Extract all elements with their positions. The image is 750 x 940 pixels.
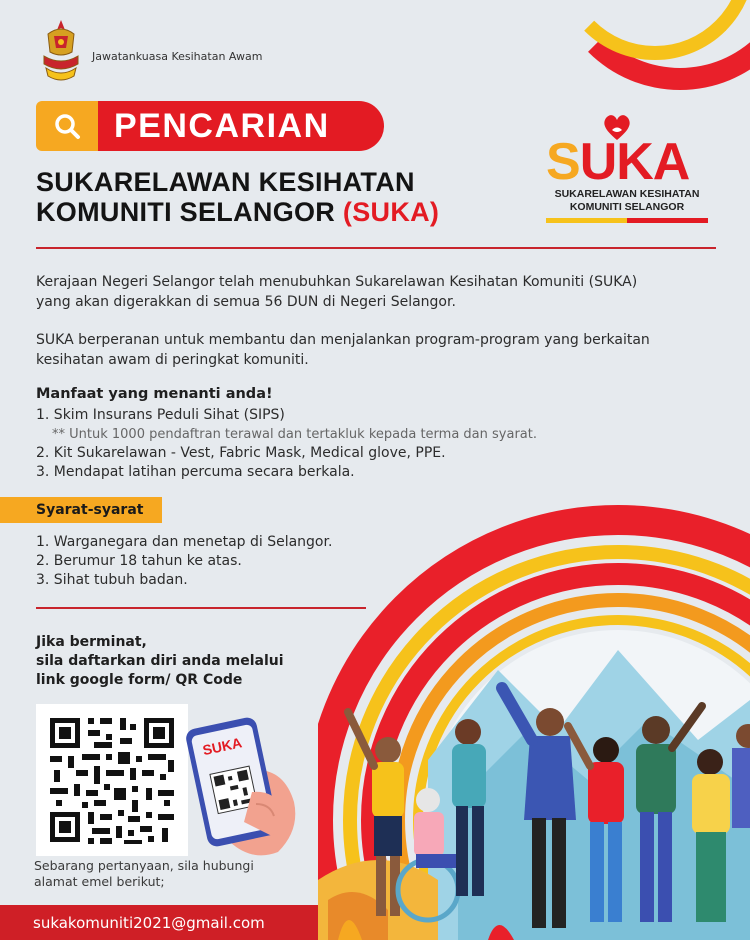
logo-sub-line-2: KOMUNITI SELANGOR [569, 201, 685, 213]
contact-note [34, 858, 254, 890]
banner-title: PENCARIAN [98, 101, 384, 151]
registration-call-to-action [36, 633, 284, 690]
logo-underline [546, 218, 708, 223]
contact-line-2: alamat emel berikut; [34, 874, 165, 889]
search-icon [52, 111, 82, 141]
intro-paragraph-1: Kerajaan Negeri Selangor telah menubuhkan Sukarelawan Kesihatan Komuniti (SUKA) yang akan digerakkan di semua 56 DUN di Negeri Selangor. [36, 274, 638, 310]
requirements-tag: Syarat-syarat [0, 497, 162, 523]
benefits-list [36, 406, 537, 482]
benefits-heading: Manfaat yang menanti anda! [36, 386, 273, 402]
list-item-note: ** Untuk 1000 pendaftran terawal dan tertakluk kepada terma dan syarat. [52, 427, 537, 442]
search-icon-box [36, 101, 98, 151]
list-item: 1. Warganegara dan menetap di Selangor. [36, 534, 333, 550]
title-main: KOMUNITI SELANGOR [36, 197, 336, 227]
phone-logo-text: SUKA [201, 734, 244, 759]
page-title [36, 167, 439, 227]
logo-first-letter: S [546, 133, 580, 191]
volunteers-illustration [318, 500, 750, 940]
contact-line-1: Sebarang pertanyaan, sila hubungi [34, 858, 254, 873]
list-item: 1. Skim Insurans Peduli Sihat (SIPS) [36, 407, 285, 423]
title-line-1: SUKARELAWAN KESIHATAN [36, 167, 415, 197]
search-banner [36, 101, 384, 151]
logo-letters: UKA [579, 133, 690, 191]
requirements-list [36, 533, 332, 590]
divider [36, 607, 366, 609]
qr-code[interactable] [36, 704, 188, 856]
list-item: 3. Mendapat latihan percuma secara berkala. [36, 464, 355, 480]
phone-in-hand-icon [182, 712, 302, 862]
email-link[interactable]: sukakomuniti2021@gmail.com [33, 913, 265, 932]
list-item: 2. Kit Sukarelawan - Vest, Fabric Mask, Medical glove, PPE. [36, 445, 446, 461]
logo-sub-line-1: SUKARELAWAN KESIHATAN [554, 188, 700, 200]
intro-paragraph-2: SUKA berperanan untuk membantu dan menjalankan program-program yang berkaitan kesihatan awam di peringkat komuniti. [36, 332, 650, 368]
divider [36, 247, 716, 249]
suka-logo-subtitle [546, 188, 708, 214]
list-item: 3. Sihat tubuh badan. [36, 572, 188, 588]
suka-logo [542, 112, 712, 232]
suka-logo-word [546, 132, 689, 192]
title-line-2 [36, 197, 439, 227]
organization-name: Jawatankuasa Kesihatan Awam [92, 50, 263, 63]
cta-line-1: Jika berminat, [36, 634, 147, 650]
qr-code-icon [36, 704, 188, 856]
title-accent: (SUKA) [342, 197, 440, 227]
selangor-crest-icon [38, 18, 84, 86]
list-item: 2. Berumur 18 tahun ke atas. [36, 553, 242, 569]
cta-line-2: sila daftarkan diri anda melalui [36, 653, 284, 669]
cta-line-3: link google form/ QR Code [36, 672, 243, 688]
